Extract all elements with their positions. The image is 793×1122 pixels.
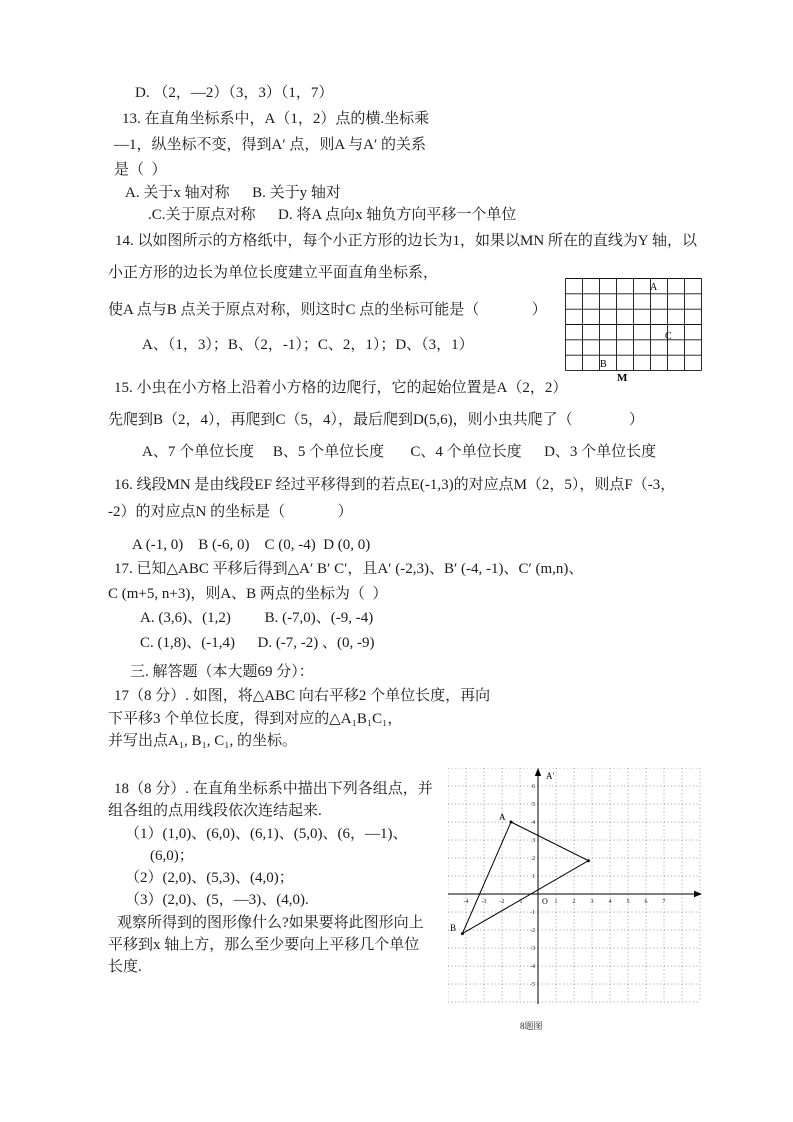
text-line: C (m+5, n+3)，则A、B 两点的坐标为（ ） — [108, 586, 388, 602]
svg-text:-5: -5 — [530, 982, 535, 988]
text-line: 13. 在直角坐标系中，A（1，2）点的横.坐标乘 — [122, 111, 430, 127]
svg-text:-4: -4 — [463, 899, 469, 905]
text-line: （3）(2,0)、(5，—3)、(4,0). — [125, 892, 309, 908]
svg-text:-1: -1 — [517, 899, 523, 905]
axis-tick-labels — [464, 784, 666, 988]
grid-label-b: B — [600, 359, 607, 370]
text-line: —1，纵坐标不变，得到A′ 点，则A 与A′ 的关系 — [114, 137, 426, 153]
svg-text:2: 2 — [532, 856, 535, 862]
coordinate-plane-svg — [448, 768, 702, 1012]
triangle-abc — [462, 822, 588, 934]
svg-text:4: 4 — [532, 820, 535, 826]
text-line: 平移到x 轴上方，那么至少要向上平移几个单位 — [108, 937, 420, 953]
svg-text:4: 4 — [608, 899, 612, 905]
text-line: A、（1，3）；B、（2，-1）；C、2，1）；D、（3，1） — [142, 337, 474, 353]
text-line: 是（ ） — [114, 162, 167, 178]
grid-label-a: A — [650, 282, 658, 293]
x-axis-arrow-icon — [694, 891, 702, 897]
text-line: C. (1,8)、(-1,4) D. (-7, -2) 、(0, -9) — [140, 635, 375, 651]
svg-text:5: 5 — [532, 802, 535, 808]
text-line: 先爬到B（2，4），再爬到C（5，4），最后爬到D(5,6)，则小虫共爬了（ ） — [108, 412, 644, 428]
svg-text:-2: -2 — [499, 899, 505, 905]
svg-text:-2: -2 — [530, 928, 535, 934]
text-line: 组各组的点用线段依次连结起来. — [108, 803, 322, 819]
text-line: D. （2，—2）（3，3）（1，7） — [135, 85, 334, 101]
triangle-vertex-dots — [461, 821, 590, 936]
text-line: 16. 线段MN 是由线段EF 经过平移得到的若点E(-1,3)的对应点M（2，5），则点F（-3， — [114, 477, 676, 493]
text-line: 15. 小虫在小方格上沿着小方格的边爬行，它的起始位置是A（2，2） — [114, 380, 568, 396]
svg-text:1: 1 — [554, 899, 558, 905]
vertex-label-a: A — [499, 812, 506, 822]
text-line: （1）(1,0)、(6,0)、(6,1)、(5,0)、(6，—1)、 — [125, 826, 408, 842]
svg-text:-3: -3 — [530, 946, 535, 952]
question14-grid-figure — [565, 278, 703, 389]
text-line: 观察所得到的图形像什么?如果要将此图形向上 — [117, 915, 424, 931]
vertex-label-b: B — [450, 923, 457, 933]
text-line: A (-1, 0) B (-6, 0) C (0, -4) D (0, 0) — [132, 537, 371, 553]
svg-text:5: 5 — [626, 899, 630, 905]
text-line: A、7 个单位长度 B、5 个单位长度 C、4 个单位长度 D、3 个单位长度 — [142, 444, 657, 460]
svg-text:3: 3 — [590, 899, 594, 905]
grid-label-c: C — [665, 331, 672, 342]
svg-text:6: 6 — [532, 784, 535, 790]
text-line: .C.关于原点对称 D. 将A 点向x 轴负方向平移一个单位 — [148, 207, 517, 223]
svg-text:-3: -3 — [481, 899, 487, 905]
svg-text:-1: -1 — [530, 910, 535, 916]
text-line: 14. 以如图所示的方格纸中，每个小正方形的边长为1，如果以MN 所在的直线为Y 轴，以 — [115, 233, 697, 249]
text-line: (6,0)； — [150, 848, 194, 864]
text-line: 使A 点与B 点关于原点对称，则这时C 点的坐标可能是（ ） — [108, 302, 547, 318]
grid-figure-svg — [565, 278, 703, 384]
svg-text:1: 1 — [532, 874, 535, 880]
y-axis-arrow-icon — [535, 768, 541, 776]
origin-label: O — [542, 897, 548, 906]
text-line: 17（8 分）. 如图，将△ABC 向右平移2 个单位长度，再向 — [114, 688, 491, 704]
svg-text:3: 3 — [532, 838, 535, 844]
dotted-grid — [448, 768, 700, 1002]
text-line: -2）的对应点N 的坐标是（ ） — [108, 504, 353, 520]
question18-plot-figure — [448, 768, 702, 1032]
svg-text:2: 2 — [572, 899, 576, 905]
text-line: 18（8 分）. 在直角坐标系中描出下列各组点，并 — [114, 781, 433, 797]
text-line: 并写出点A₁, B₁, C₁, 的坐标。 — [108, 733, 298, 749]
figure-caption: 8题图 — [520, 1021, 543, 1031]
text-line: 长度. — [108, 959, 142, 975]
text-line: （2）(2,0)、(5,3)、(4,0)； — [125, 870, 294, 886]
svg-text:7: 7 — [662, 899, 666, 905]
text-line: A. (3,6)、(1,2) B. (-7,0)、(-9, -4) — [140, 610, 374, 626]
text-line: 小正方形的边长为单位长度建立平面直角坐标系， — [108, 265, 439, 281]
svg-text:6: 6 — [644, 899, 648, 905]
text-line: 下平移3 个单位长度，得到对应的△A₁B₁C₁， — [108, 711, 403, 727]
text-line: 三. 解答题（本大题69 分）： — [130, 664, 314, 680]
svg-text:-4: -4 — [530, 964, 535, 970]
text-line: 17. 已知△ABC 平移后得到△A′ B′ C′，且A′ (-2,3)、B′ (-4, -1)、C′ (m,n)、 — [114, 561, 584, 577]
axis-top-label: A′ — [546, 771, 555, 781]
grid-label-m: M — [617, 372, 628, 384]
text-line: A. 关于x 轴对称 B. 关于y 轴对 — [125, 185, 341, 201]
grid-lines — [566, 279, 702, 371]
